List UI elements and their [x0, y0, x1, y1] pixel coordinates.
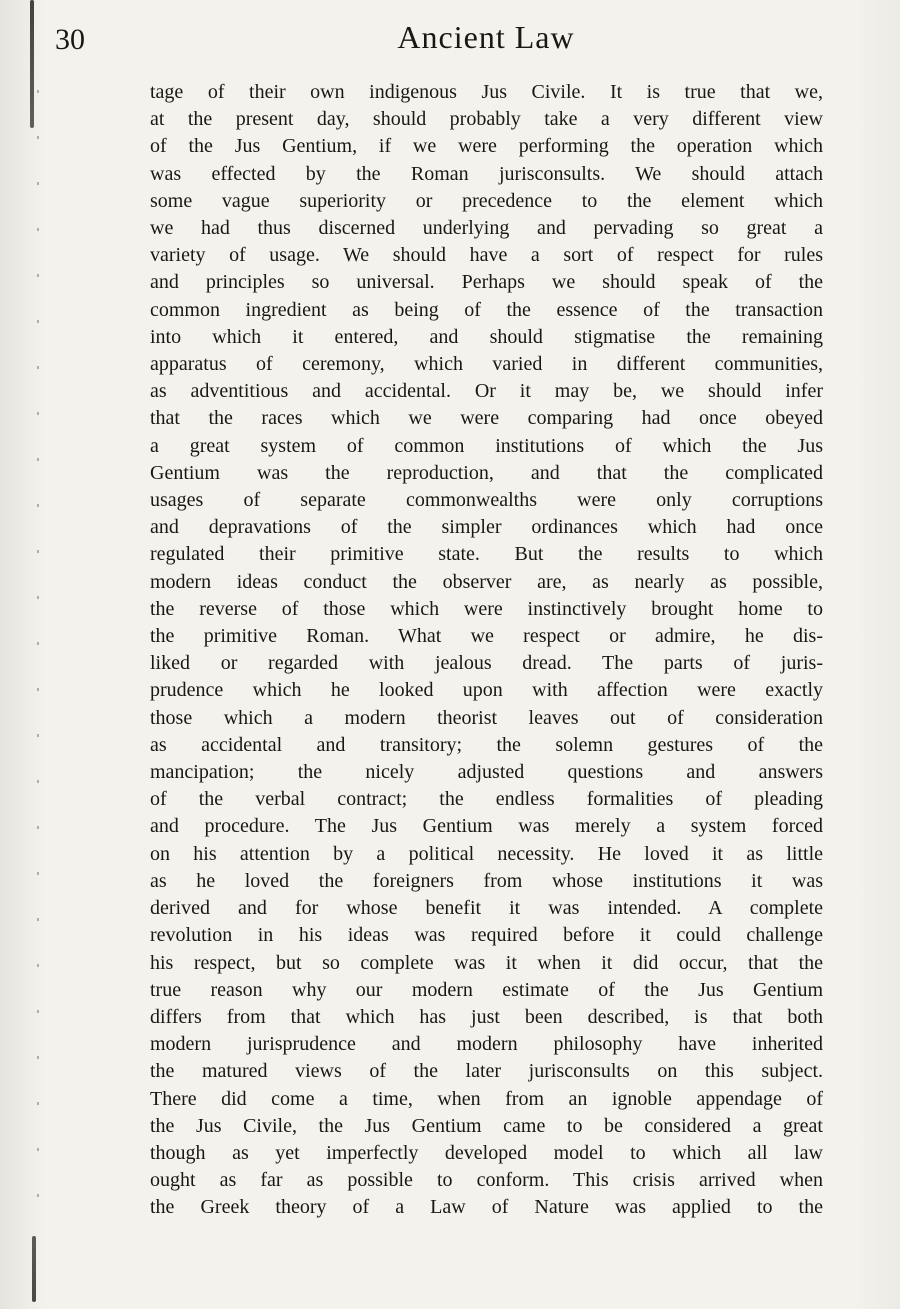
text-line: those which a modern theorist leaves out of consideration [150, 706, 823, 729]
body-text [150, 79, 823, 1222]
text-line: revolution in his ideas was required before it could challenge [150, 924, 823, 947]
text-line: variety of usage. We should have a sort of respect for rules [150, 244, 823, 267]
text-line: though as yet imperfectly developed model to which all law [150, 1141, 823, 1164]
text-line: a great system of common institutions of which the Jus [150, 434, 823, 457]
text-line: true reason why our modern estimate of the Jus Gentium [150, 978, 823, 1001]
text-line: Gentium was the reproduction, and that the complicated [150, 461, 823, 484]
text-line: There did come a time, when from an ignoble appendage of [150, 1087, 823, 1110]
scan-artifact-top-left [30, 0, 34, 128]
text-line: tage of their own indigenous Jus Civile. It is true that we, [150, 81, 823, 103]
scan-artifact-dotted-edge [37, 90, 39, 1230]
text-line: the Jus Civile, the Jus Gentium came to be considered a great [150, 1114, 823, 1137]
text-line: of the Jus Gentium, if we were performing the operation which [150, 135, 823, 158]
text-line: derived and for whose benefit it was intended. A complete [150, 897, 823, 920]
text-line: that the races which we were comparing had once obeyed [150, 407, 823, 430]
text-line: apparatus of ceremony, which varied in different communities, [150, 353, 823, 376]
text-line: as adventitious and accidental. Or it may be, we should infer [150, 380, 823, 403]
text-line: some vague superiority or precedence to the element which [150, 189, 823, 212]
text-line: modern ideas conduct the observer are, as nearly as possible, [150, 570, 823, 593]
text-line: as he loved the foreigners from whose institutions it was [150, 869, 823, 892]
text-line: ought as far as possible to conform. This crisis arrived when [150, 1169, 823, 1192]
text-line: and procedure. The Jus Gentium was merely a system forced [150, 815, 823, 838]
page-number: 30 [55, 23, 85, 56]
text-line: as accidental and transitory; the solemn gestures of the [150, 733, 823, 756]
text-line: the Greek theory of a Law of Nature was applied to the [150, 1196, 823, 1219]
text-line: and principles so universal. Perhaps we should speak of the [150, 271, 823, 294]
text-line: the primitive Roman. What we respect or admire, he dis- [150, 625, 823, 648]
text-line: into which it entered, and should stigmatise the remaining [150, 325, 823, 348]
text-line: the matured views of the later jurisconsults on this subject. [150, 1060, 823, 1083]
text-line: mancipation; the nicely adjusted questions and answers [150, 761, 823, 784]
text-line: modern jurisprudence and modern philosophy have inherited [150, 1033, 823, 1056]
text-line: we had thus discerned underlying and pervading so great a [150, 217, 823, 240]
text-line: on his attention by a political necessity. He loved it as little [150, 842, 823, 865]
text-line: differs from that which has just been described, is that both [150, 1005, 823, 1028]
scan-artifact-bottom-left [32, 1236, 36, 1302]
text-line: his respect, but so complete was it when it did occur, that the [150, 951, 823, 974]
text-line: regulated their primitive state. But the results to which [150, 543, 823, 566]
text-line: was effected by the Roman jurisconsults. We should attach [150, 162, 823, 185]
text-line: of the verbal contract; the endless formalities of pleading [150, 788, 823, 811]
text-line: the reverse of those which were instinctively brought home to [150, 597, 823, 620]
text-line: at the present day, should probably take a very different view [150, 108, 823, 131]
text-line: prudence which he looked upon with affection were exactly [150, 679, 823, 702]
text-line: liked or regarded with jealous dread. The parts of juris- [150, 652, 823, 675]
page-title: Ancient Law [397, 19, 575, 55]
text-line: common ingredient as being of the essence of the transaction [150, 298, 823, 321]
text-line: and depravations of the simpler ordinances which had once [150, 516, 823, 539]
text-line: usages of separate commonwealths were only corruptions [150, 489, 823, 512]
